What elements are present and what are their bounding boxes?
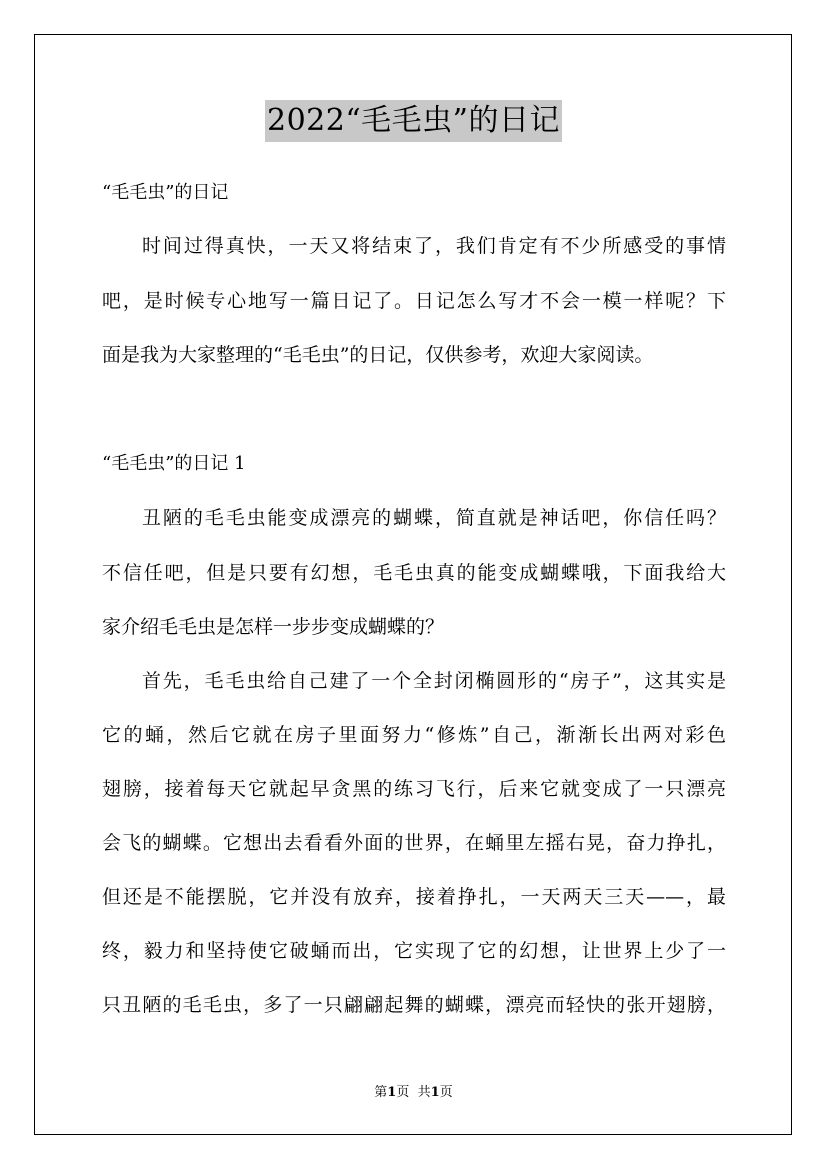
para1-line-3: 家介绍毛毛虫是怎样一步步变成蝴蝶的？	[102, 616, 445, 638]
para2-line-5: 但还是不能摆脱，它并没有放弃，接着挣扎，一天两天三天——，最	[102, 886, 726, 908]
footer-total-suffix: 页	[439, 1085, 453, 1100]
document-subtitle: “毛毛虫”的日记	[102, 182, 229, 203]
intro-line-2: 吧，是时候专心地写一篇日记了。日记怎么写才不会一模一样呢？下	[102, 290, 726, 312]
footer-total-number: 1	[430, 1085, 440, 1100]
document-title: 2022“毛毛虫”的日记	[265, 100, 562, 142]
para2-line-7: 只丑陋的毛毛虫，多了一只翩翩起舞的蝴蝶，漂亮而轻快的张开翅膀，	[102, 994, 726, 1016]
para2-line-4: 会飞的蝴蝶。它想出去看看外面的世界，在蛹里左摇右晃，奋力挣扎，	[102, 832, 726, 854]
para2-line-1: 首先，毛毛虫给自己建了一个全封闭椭圆形的“房子”，这其实是	[142, 670, 726, 692]
intro-line-3: 面是我为大家整理的“毛毛虫”的日记，仅供参考，欢迎大家阅读。	[102, 344, 654, 366]
footer-page-suffix: 页	[396, 1085, 410, 1100]
para1-line-1: 丑陋的毛毛虫能变成漂亮的蝴蝶，简直就是神话吧，你信任吗？	[142, 507, 726, 529]
footer-page-number: 1	[387, 1085, 397, 1100]
para2-line-3: 翅膀，接着每天它就起早贪黑的练习飞行，后来它就变成了一只漂亮	[102, 778, 726, 800]
footer-total-prefix: 共	[417, 1085, 431, 1100]
para2-line-6: 终，毅力和坚持使它破蛹而出，它实现了它的幻想，让世界上少了一	[102, 940, 726, 962]
intro-line-1: 时间过得真快，一天又将结束了，我们肯定有不少所感受的事情	[142, 235, 726, 257]
para2-line-2: 它的蛹，然后它就在房子里面努力“修炼”自己，渐渐长出两对彩色	[102, 724, 726, 746]
title-container	[0, 100, 827, 142]
footer-page-prefix: 第	[374, 1085, 388, 1100]
section-heading: “毛毛虫”的日记 1	[102, 453, 246, 474]
para1-line-2: 不信任吧，但是只要有幻想，毛毛虫真的能变成蝴蝶哦，下面我给大	[102, 562, 726, 584]
page-footer	[0, 1084, 827, 1102]
